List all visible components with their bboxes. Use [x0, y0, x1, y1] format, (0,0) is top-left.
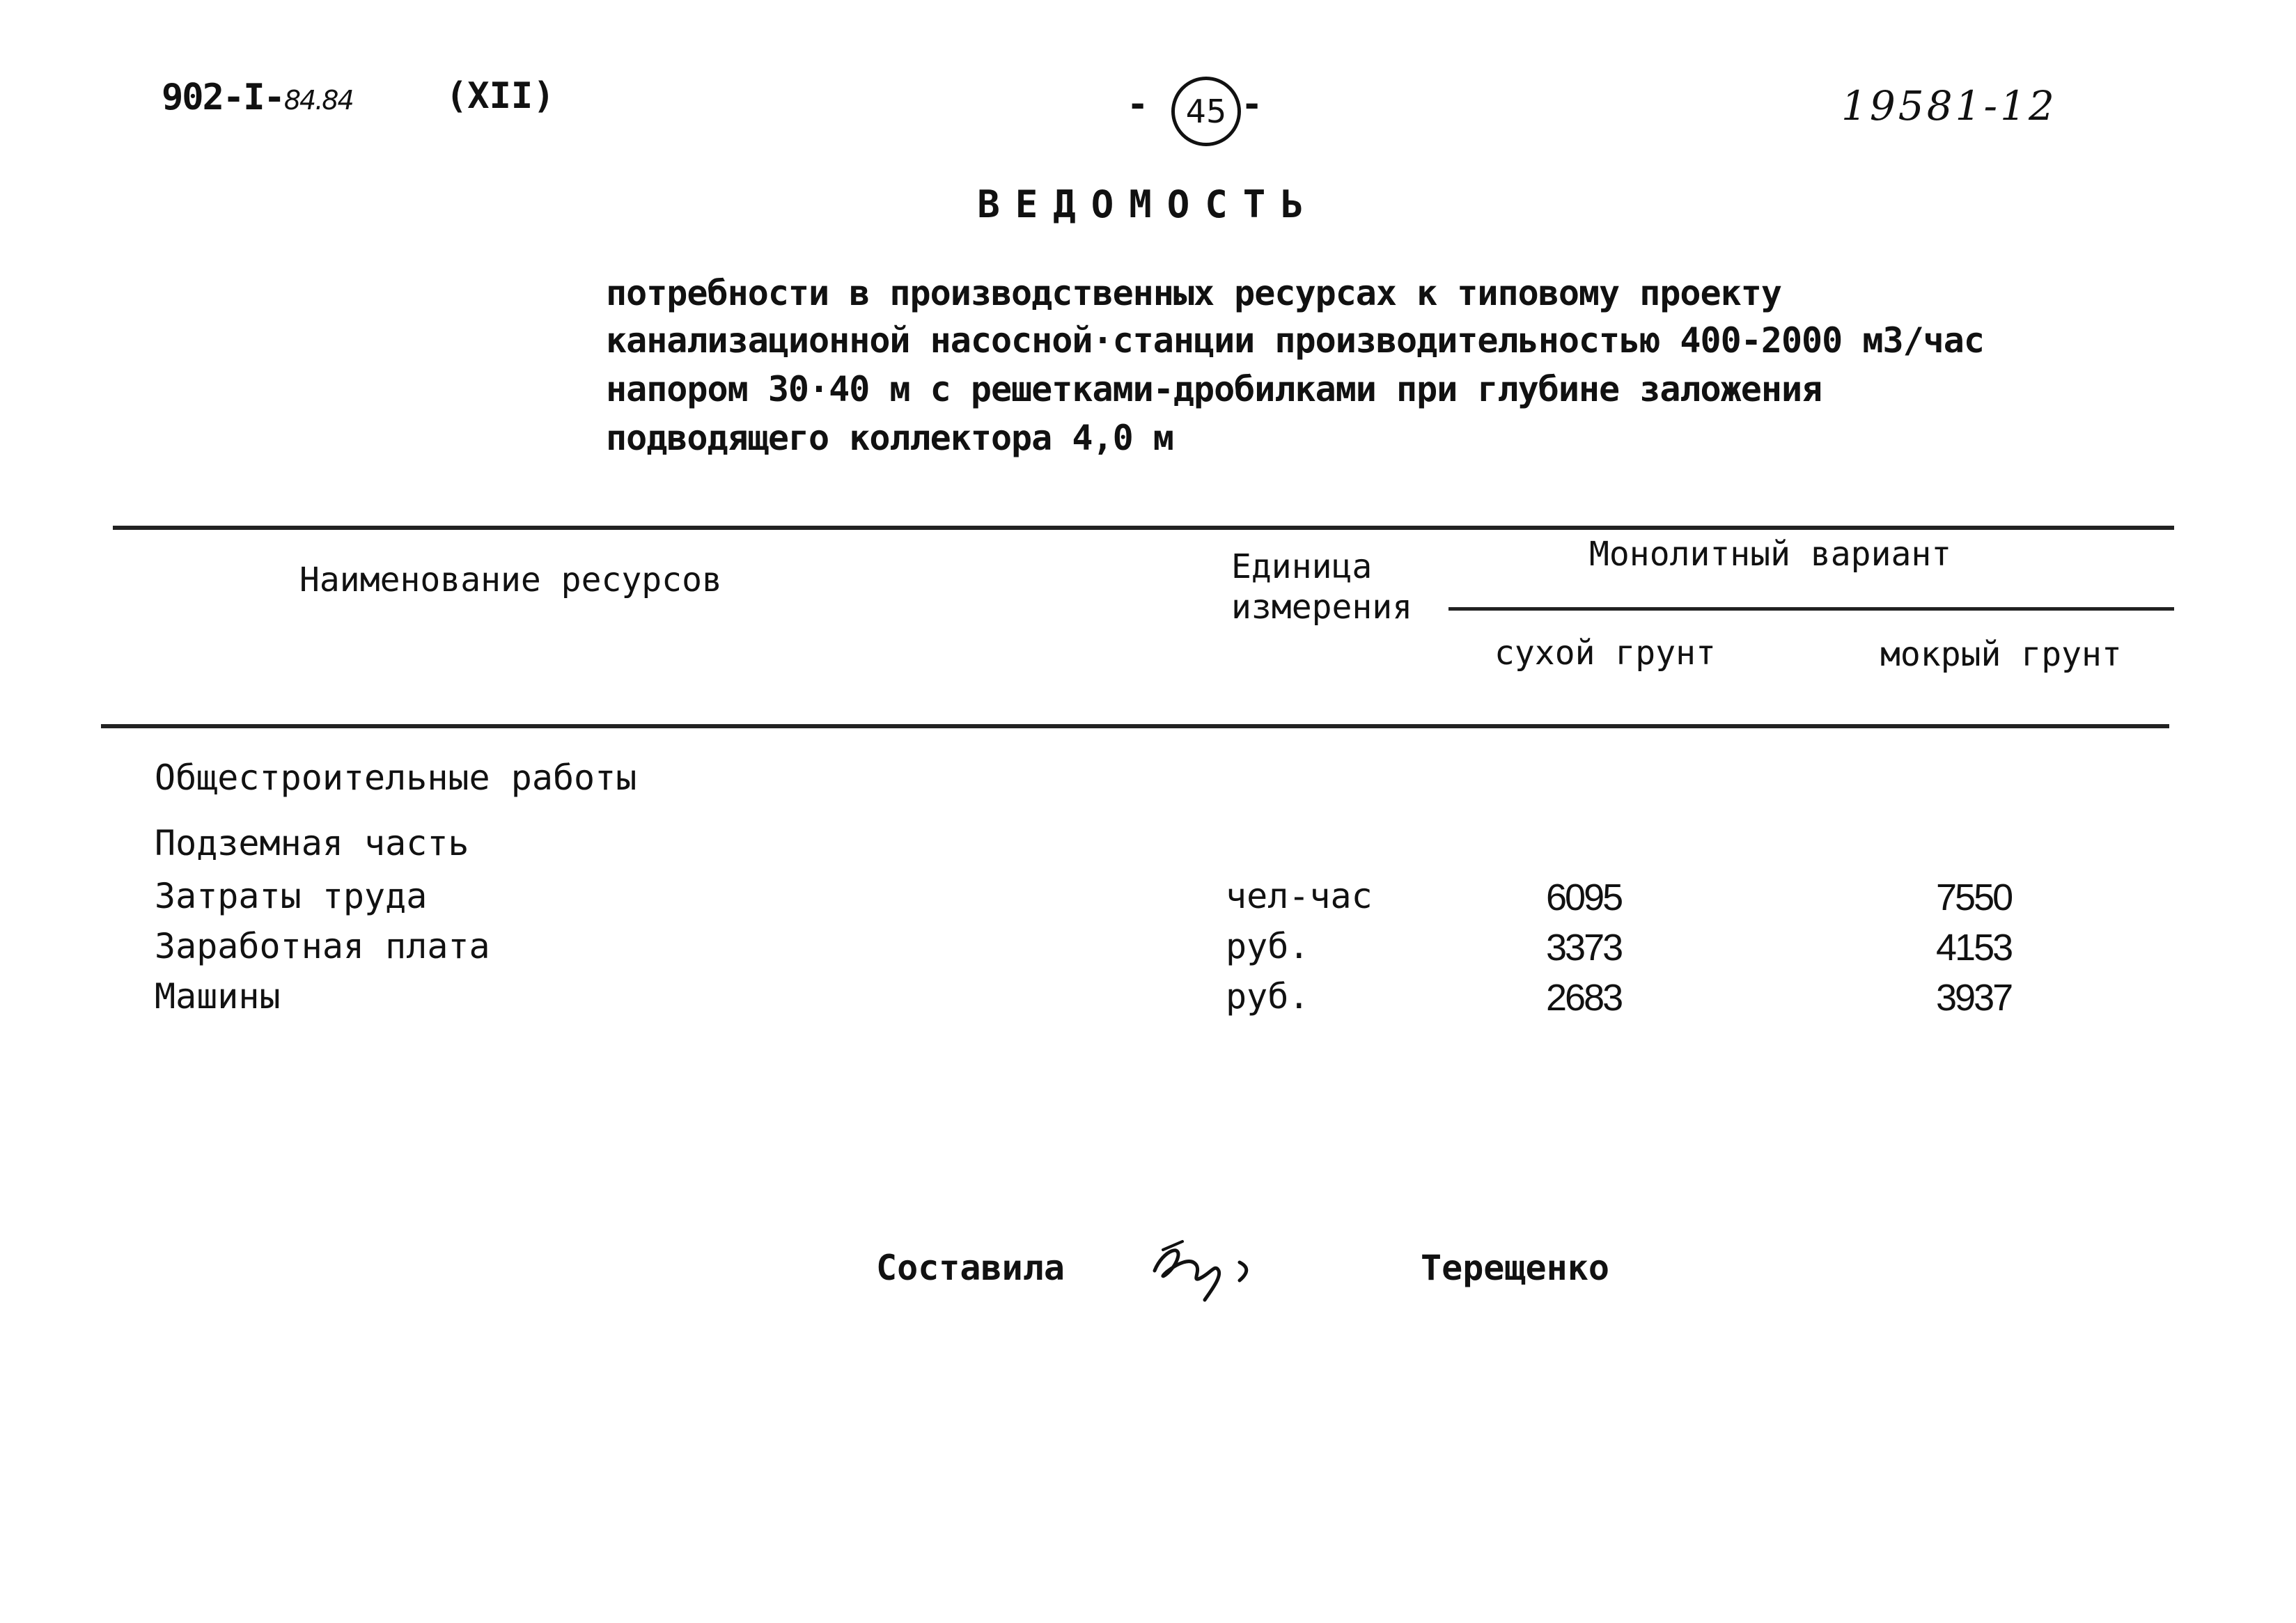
- table-variant-rule: [1448, 607, 2174, 611]
- header-unit-line-1: Единица: [1231, 547, 1373, 586]
- table-row-1-dry: 6095: [1546, 877, 1622, 918]
- table-row-2-unit: руб.: [1226, 926, 1310, 966]
- header-dry-soil: сухой грунт: [1494, 634, 1716, 673]
- document-code-handwritten: 84.84: [283, 85, 353, 116]
- document-code-typed: 902-I-: [162, 77, 284, 118]
- table-row-2-dry: 3373: [1546, 927, 1622, 969]
- section-title: Общестроительные работы: [155, 758, 637, 798]
- table-row-3-dry: 2683: [1546, 977, 1622, 1019]
- table-header-bottom-rule: [101, 724, 2169, 728]
- document-code: [162, 77, 353, 118]
- header-unit-line-2: измерения: [1231, 588, 1413, 627]
- header-resource-name: Наименование ресурсов: [299, 560, 722, 599]
- table-row-3-wet: 3937: [1936, 977, 2012, 1019]
- table-row-2-name: Заработная плата: [155, 926, 490, 966]
- signature-image: [1135, 1222, 1260, 1306]
- page-dash-left: -: [1127, 84, 1149, 125]
- subtitle-line-3: напором 30·40 м с решетками-дробилками при глубине заложения: [606, 369, 1822, 409]
- table-row-1-unit: чел-час: [1226, 876, 1373, 916]
- table-row-1-name: Затраты труда: [155, 876, 428, 916]
- table-row-2-wet: 4153: [1936, 927, 2012, 969]
- signer-name: Терещенко: [1421, 1248, 1609, 1288]
- subtitle-line-1: потребности в производственных ресурсах к типовому проекту: [606, 273, 1781, 313]
- table-row-3-unit: руб.: [1226, 976, 1310, 1017]
- page-number-text: 45: [1185, 93, 1227, 130]
- subsection-title: Подземная часть: [155, 823, 469, 863]
- subtitle-line-2: канализационной насосной·станции производительностью 400-2000 м3/час: [606, 320, 1984, 361]
- header-unit: [1231, 547, 1412, 627]
- table-row-1-wet: 7550: [1936, 877, 2012, 918]
- page-dash-right: -: [1241, 84, 1263, 125]
- table-top-rule: [113, 526, 2174, 530]
- composed-by-label: Составила: [876, 1248, 1065, 1288]
- document-title: ВЕДОМОСТЬ: [977, 182, 1319, 226]
- archive-number: 19581-12: [1841, 82, 2057, 130]
- header-wet-soil: мокрый грунт: [1880, 635, 2122, 674]
- sheet-variant: (XII): [446, 75, 555, 117]
- page-number: [1171, 77, 1241, 146]
- header-monolithic-variant: Монолитный вариант: [1589, 535, 1952, 574]
- table-row-3-name: Машины: [155, 976, 281, 1017]
- subtitle-line-4: подводящего коллектора 4,0 м: [606, 418, 1173, 458]
